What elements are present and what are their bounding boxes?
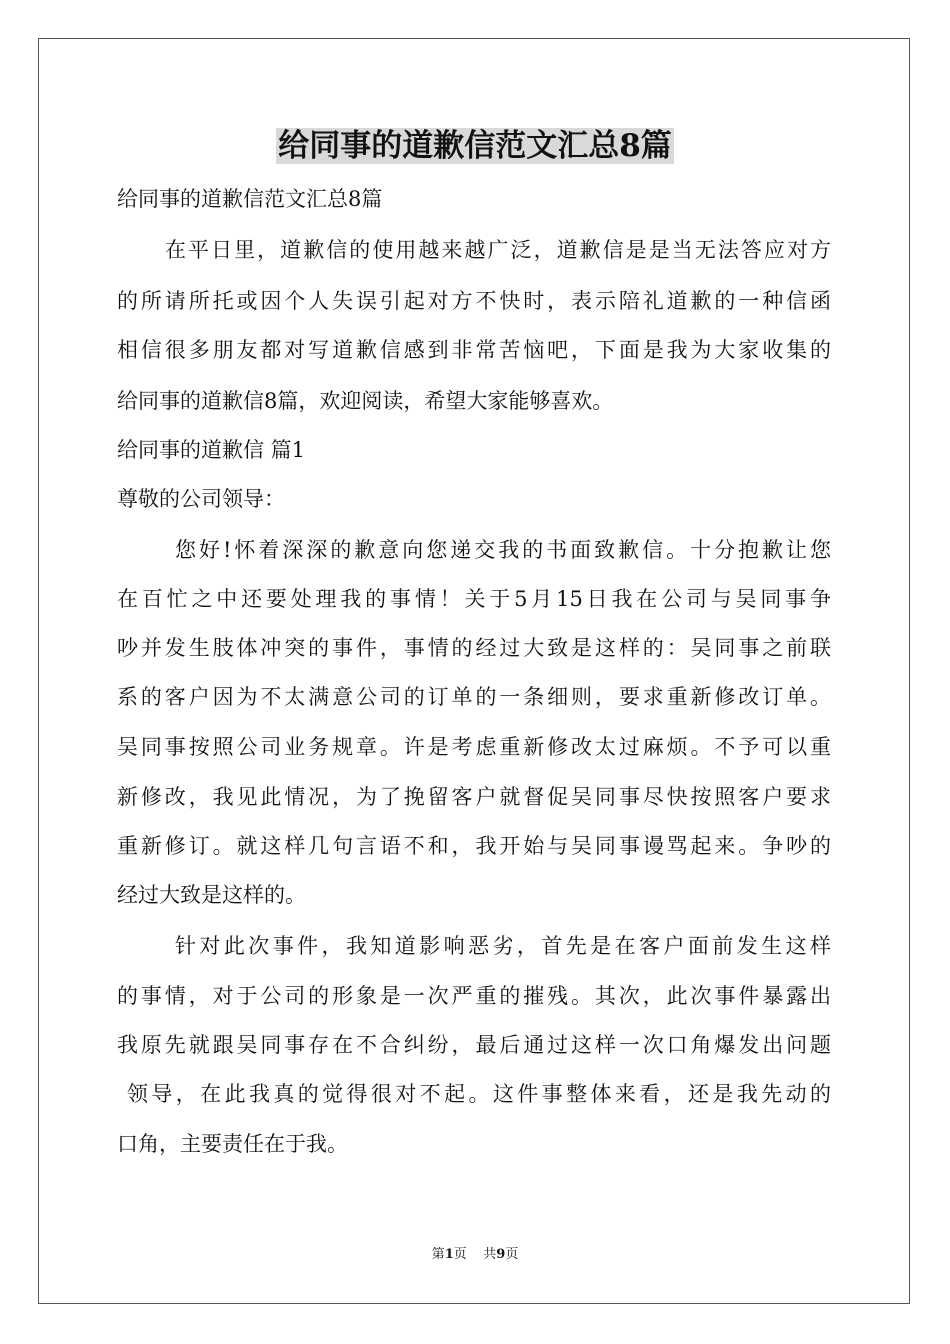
document-title: [0, 124, 950, 168]
body-line: 经过大致是这样的。: [117, 883, 306, 907]
body-line: 在百忙之中还要处理我的事情！关于5月15日我在公司与吴同事争: [117, 587, 831, 611]
body-line: 我原先就跟吴同事存在不合纠纷，最后通过这样一次口角爆发出问题: [117, 1033, 831, 1057]
body-line: 领导，在此我真的觉得很对不起。这件事整体来看，还是我先动的: [127, 1082, 831, 1106]
page-mid: 页 共: [453, 1247, 497, 1262]
body-line: 在平日里，道歉信的使用越来越广泛，道歉信是是当无法答应对方: [165, 238, 831, 262]
section-heading: 给同事的道歉信 篇1: [117, 438, 306, 462]
body-line: 的事情，对于公司的形象是一次严重的摧残。其次，此次事件暴露出: [117, 984, 831, 1008]
body-line: 针对此次事件，我知道影响恶劣，首先是在客户面前发生这样: [175, 934, 831, 958]
body-line: 系的客户因为不太满意公司的订单的一条细则，要求重新修改订单。: [117, 685, 831, 709]
subtitle-line: 给同事的道歉信范文汇总8篇: [117, 187, 383, 211]
document-title-text: 给同事的道歉信范文汇总8篇: [278, 128, 672, 164]
total-page-number: 9: [496, 1247, 506, 1262]
salutation: 尊敬的公司领导：: [117, 487, 285, 511]
page-prefix: 第: [431, 1247, 445, 1262]
page-suffix: 页: [505, 1247, 519, 1262]
body-line: 新修改，我见此情况，为了挽留客户就督促吴同事尽快按照客户要求: [117, 785, 831, 809]
body-line: 吵并发生肢体冲突的事件，事情的经过大致是这样的：吴同事之前联: [117, 636, 831, 660]
body-line: 的所请所托或因个人失误引起对方不快时，表示陪礼道歉的一种信函: [117, 289, 831, 313]
page-footer: [0, 1246, 950, 1264]
body-line: 吴同事按照公司业务规章。许是考虑重新修改太过麻烦。不予可以重: [117, 735, 831, 759]
body-line: 相信很多朋友都对写道歉信感到非常苦恼吧，下面是我为大家收集的: [117, 338, 831, 362]
page-border: [38, 38, 910, 1304]
current-page-number: 1: [444, 1247, 454, 1262]
body-line: 给同事的道歉信8篇，欢迎阅读，希望大家能够喜欢。: [117, 389, 614, 413]
body-line: 重新修订。就这样几句言语不和，我开始与吴同事谩骂起来。争吵的: [117, 834, 831, 858]
body-line: 口角，主要责任在于我。: [117, 1132, 348, 1156]
body-line: 您好!怀着深深的歉意向您递交我的书面致歉信。十分抱歉让您: [175, 538, 831, 562]
